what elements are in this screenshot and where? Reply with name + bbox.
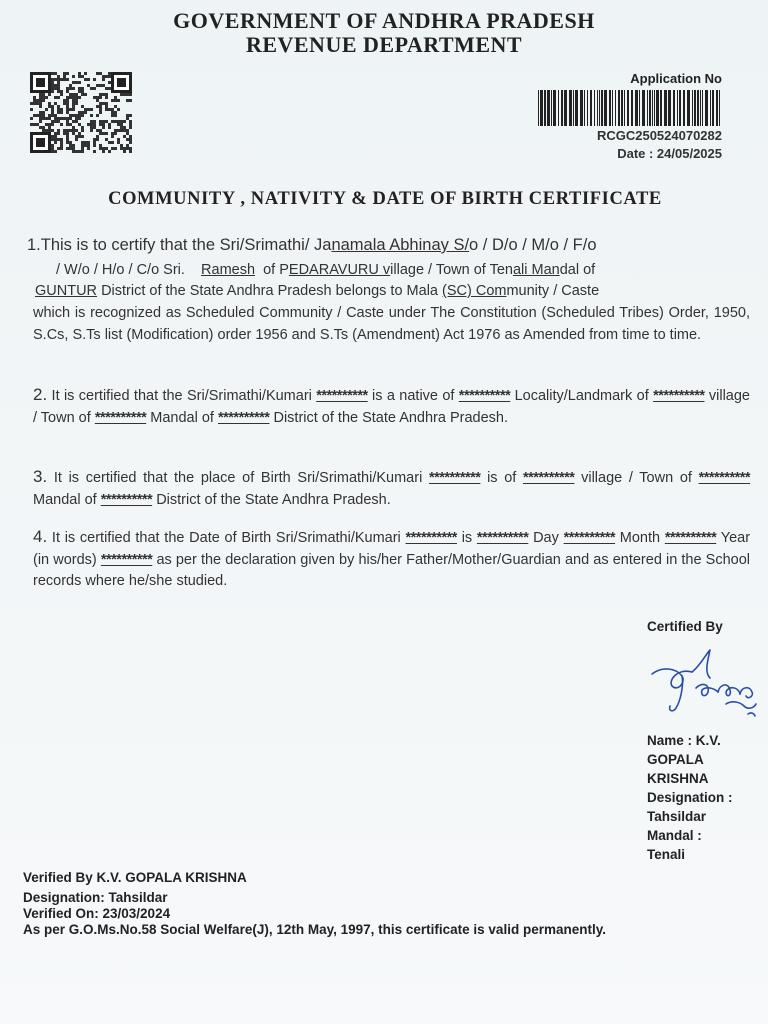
para1-text-e: illage / Town of Ten	[390, 262, 513, 278]
para4-number: 4.	[33, 527, 48, 546]
para3-text-c: village / Town of	[581, 470, 692, 486]
masked-field: **********	[653, 388, 705, 404]
signatory-name-line3: KRISHNA	[647, 771, 709, 786]
signatory-designation-label: Designation :	[647, 790, 733, 805]
para4-text-d: Month	[619, 530, 661, 546]
signature-icon	[648, 646, 758, 722]
para3-number: 3.	[33, 467, 48, 486]
para4-text-c: Day	[533, 530, 559, 546]
para1-father-name: Ramesh	[201, 262, 256, 278]
signatory-name-line2: GOPALA	[647, 752, 704, 767]
para4-text-f: as per the declaration given by his/her Father/Mother/Guardian and as entered in the School records where he/she studied.	[33, 551, 751, 589]
masked-field: **********	[94, 409, 147, 426]
para2-text-f: District of the State Andhra Pradesh.	[273, 409, 509, 426]
para2-text-a: It is certified that the Sri/Srimathi/Kumari	[51, 388, 312, 404]
para3-text-e: District of the State Andhra Pradesh.	[156, 491, 391, 508]
para4-text-e: Year (in words)	[33, 530, 751, 568]
masked-field: **********	[218, 409, 270, 426]
validity-statement: As per G.O.Ms.No.58 Social Welfare(J), 12th May, 1997, this certificate is valid permanently.	[23, 922, 606, 937]
signatory-designation: Tahsildar	[647, 809, 707, 824]
para2-text-b: is a native of	[372, 388, 455, 404]
para4	[33, 526, 750, 593]
para1-text-h: munity / Caste	[506, 283, 600, 299]
para1-text-c: / W/o / H/o / C/o Sri.	[56, 262, 185, 278]
masked-field: **********	[316, 388, 368, 404]
para1-text-g: District of the State Andhra Pradesh belongs to Mala	[101, 283, 438, 299]
para2-text-d: village / Town of	[33, 388, 750, 426]
masked-field: **********	[100, 551, 153, 568]
para1-village: EDARAVURU v	[288, 262, 391, 278]
para1-caste: (SC) Com	[442, 283, 507, 299]
header-department: REVENUE DEPARTMENT	[245, 32, 523, 57]
masked-field: **********	[428, 470, 481, 486]
application-date: Date : 24/05/2025	[617, 146, 722, 161]
para1-district: GUNTUR	[35, 283, 98, 299]
certified-by-label: Certified By	[647, 619, 723, 634]
para1-text-d: of P	[263, 262, 289, 278]
masked-field: **********	[405, 530, 457, 546]
application-label: Application No	[630, 71, 722, 86]
para1-text-b: o / D/o / M/o / F/o	[469, 236, 597, 254]
para1-body: which is recognized as Scheduled Community / Caste under The Constitution (Scheduled Tribes) Order, 1950, S.Cs, S.Ts list (Modification) order 1956 and S.Ts (Amendment) Act 1976 as Amended from time to time.	[33, 305, 750, 343]
para2-text-c: Locality/Landmark of	[514, 388, 649, 404]
para2-number: 2.	[33, 385, 48, 404]
masked-field: **********	[100, 491, 153, 508]
masked-field: **********	[664, 530, 717, 546]
masked-field: **********	[563, 530, 616, 546]
para2-text-e: Mandal of	[150, 409, 214, 426]
masked-field: **********	[458, 388, 511, 404]
signatory-name-label: Name : K.V.	[647, 733, 721, 748]
para1-person-name: namala Abhinay S/	[331, 236, 470, 254]
certificate-title: COMMUNITY , NATIVITY & DATE OF BIRTH CERTIFICATE	[108, 189, 662, 209]
signatory-details	[647, 731, 762, 864]
para2	[33, 384, 750, 429]
para1-number: 1.	[27, 236, 41, 254]
para3-text-b: is of	[487, 470, 517, 486]
para4-text-b: is	[461, 530, 473, 546]
signatory-mandal-label: Mandal :	[647, 828, 702, 843]
para1-text-a: This is to certify that the Sri/Srimathi/ Ja	[40, 236, 332, 254]
para1-line3	[35, 283, 755, 299]
para4-text-a: It is certified that the Date of Birth Sri/Srimathi/Kumari	[51, 530, 401, 546]
verified-on: Verified On: 23/03/2024	[23, 906, 171, 921]
masked-field: **********	[522, 470, 575, 486]
verified-designation: Designation: Tahsildar	[23, 890, 168, 905]
masked-field: **********	[476, 530, 529, 546]
para1-text-f: dal of	[559, 262, 596, 278]
qr-code-icon	[30, 72, 132, 154]
header-government: GOVERNMENT OF ANDHRA PRADESH	[173, 8, 595, 33]
signatory-mandal: Tenali	[647, 847, 686, 862]
verified-by: Verified By K.V. GOPALA KRISHNA	[23, 870, 247, 885]
application-number: RCGC250524070282	[596, 128, 722, 143]
barcode-icon	[538, 90, 722, 126]
para1-line2	[56, 262, 756, 278]
para1-mandal: ali Man	[512, 262, 560, 278]
para3-text-d: Mandal of	[33, 491, 97, 508]
para1-line1	[27, 236, 752, 255]
para3-text-a: It is certified that the place of Birth Sri/Srimathi/Kumari	[53, 470, 423, 486]
masked-field: **********	[698, 470, 751, 486]
para3	[33, 466, 750, 511]
